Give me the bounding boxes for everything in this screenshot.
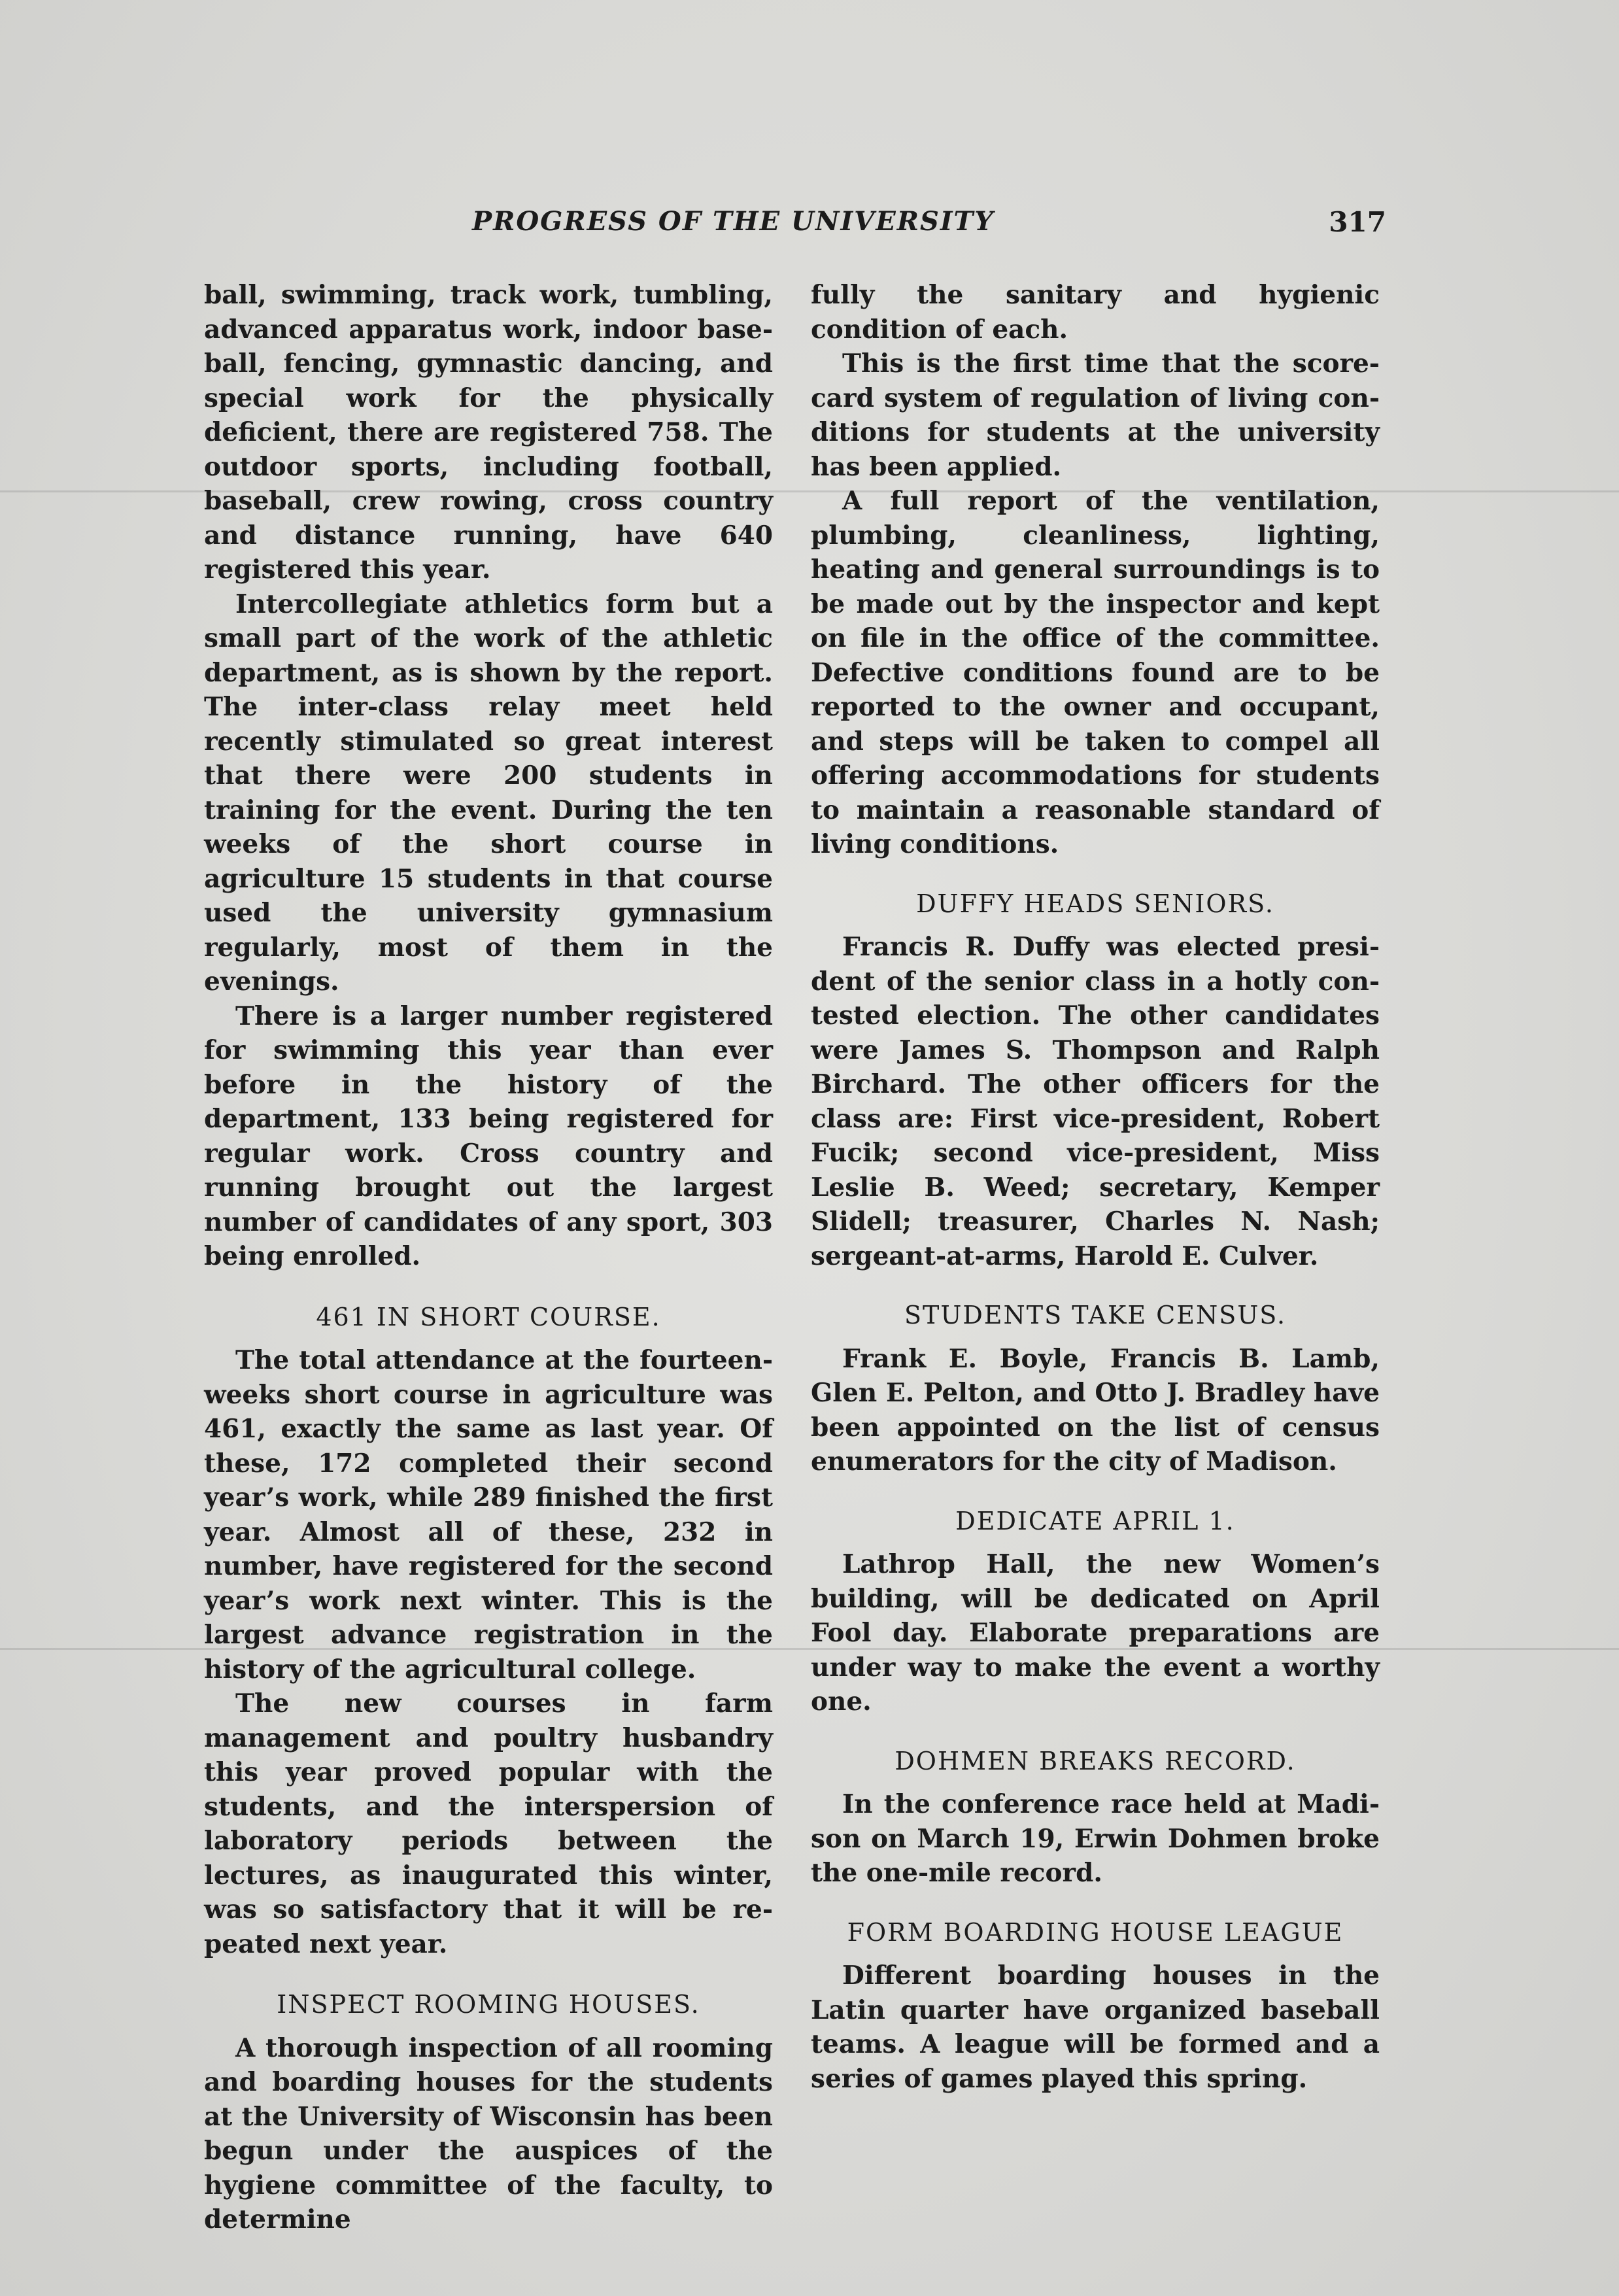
paragraph: This is the first time that the score-card system of regulation of living conditions for students at the university has been applied. <box>811 349 1380 482</box>
section-heading: STUDENTS TAKE CENSUS. <box>904 1301 1287 1329</box>
paragraph: Different boarding houses in the Latin quarter have organized baseball teams. A league will be formed and a series of games played this spring. <box>811 1961 1380 2094</box>
paragraph: A thorough inspection of all rooming and boarding houses for the students at the University of Wisconsin has been begun under the auspices of the hygiene committee of the faculty, to determine <box>204 2032 773 2235</box>
paragraph: In the conference race held at Madison on March 19, Erwin Dohmen broke the one-mile record. <box>811 1789 1380 1888</box>
section-heading: FORM BOARDING HOUSE LEAGUE <box>847 1917 1344 1947</box>
paragraph: The total attendance at the fourteen-weeks short course in agriculture was 461, exactly the same as last year. Of these, 172 completed their second year’s work, while 289 finished the first year. Almost all of these, 232 in number, have registered for the second year’s work next winter. This is the largest advance registration in the history of the agricultural college. <box>204 1345 773 1685</box>
page-number: 317 <box>1329 206 1386 238</box>
paragraph: A full report of the ventilation, plumbing, cleanliness, lighting, heating and general surroundings is to be made out by the inspector and kept on file in the office of the committee. Defective conditions found are to be reported to the owner and occupant, and steps will be taken to compel all offering accommodations for students to maintain a reasonable standard of living conditions. <box>811 486 1380 859</box>
right-column <box>811 278 1380 2096</box>
paragraph: ball, swimming, track work, tumbling, advanced apparatus work, indoor baseball, fencing, gymnastic dancing, and special work for the physically deficient, there are registered 758. The outdoor sports, including football, baseball, crew rowing, cross country and distance running, have 640 registered this year. <box>204 280 773 585</box>
paragraph: Francis R. Duffy was elected president of the senior class in a hotly contested election. The other candidates were James S. Thompson and Ralph Birchard. The other officers for the class are: First vice-president, Robert Fucik; second vice-president, Miss Leslie B. Weed; secretary, Kemper Slidell; treasurer, Charles N. Nash; sergeant-at-arms, Harold E. Culver. <box>811 932 1380 1271</box>
section-heading: DUFFY HEADS SENIORS. <box>916 889 1274 918</box>
section-heading: DEDICATE APRIL 1. <box>955 1506 1235 1535</box>
paragraph: Lathrop Hall, the new Women’s building, will be dedicated on April Fool day. Elaborate preparations are under way to make the event a worthy one. <box>811 1549 1380 1717</box>
page-header <box>204 206 1386 245</box>
paragraph: Intercollegiate athletics form but a small part of the work of the athletic department, as is shown by the report. The inter-class relay meet held recently stimulated so great interest that there were 200 students in training for the event. During the ten weeks of the short course in agriculture 15 students in that course used the university gymnasium regularly, most of them in the evenings. <box>204 589 773 997</box>
section-heading: DOHMEN BREAKS RECORD. <box>895 1746 1296 1775</box>
left-column <box>204 278 773 2237</box>
paragraph: Frank E. Boyle, Francis B. Lamb, Glen E. Pelton, and Otto J. Bradley have been appointed on the list of census enumerators for the city of Madison. <box>811 1343 1380 1477</box>
running-head: PROGRESS OF THE UNIVERSITY <box>472 206 995 237</box>
paragraph: There is a larger number registered for swimming this year than ever before in the history of the department, 133 being registered for regular work. Cross country and running brought out the largest number of candidates of any sport, 303 being enrolled. <box>204 1001 773 1271</box>
section-heading: 461 IN SHORT COURSE. <box>316 1302 661 1331</box>
paragraph: fully the sanitary and hygienic condition of each. <box>811 280 1380 345</box>
section-heading: INSPECT ROOMING HOUSES. <box>277 1990 700 2019</box>
paragraph: The new courses in farm management and poultry husbandry this year proved popular with the students, and the interspersion of laboratory periods between the lectures, as inaugurated this winter, was so satisfactory that it will be repeated next year. <box>204 1688 773 1959</box>
